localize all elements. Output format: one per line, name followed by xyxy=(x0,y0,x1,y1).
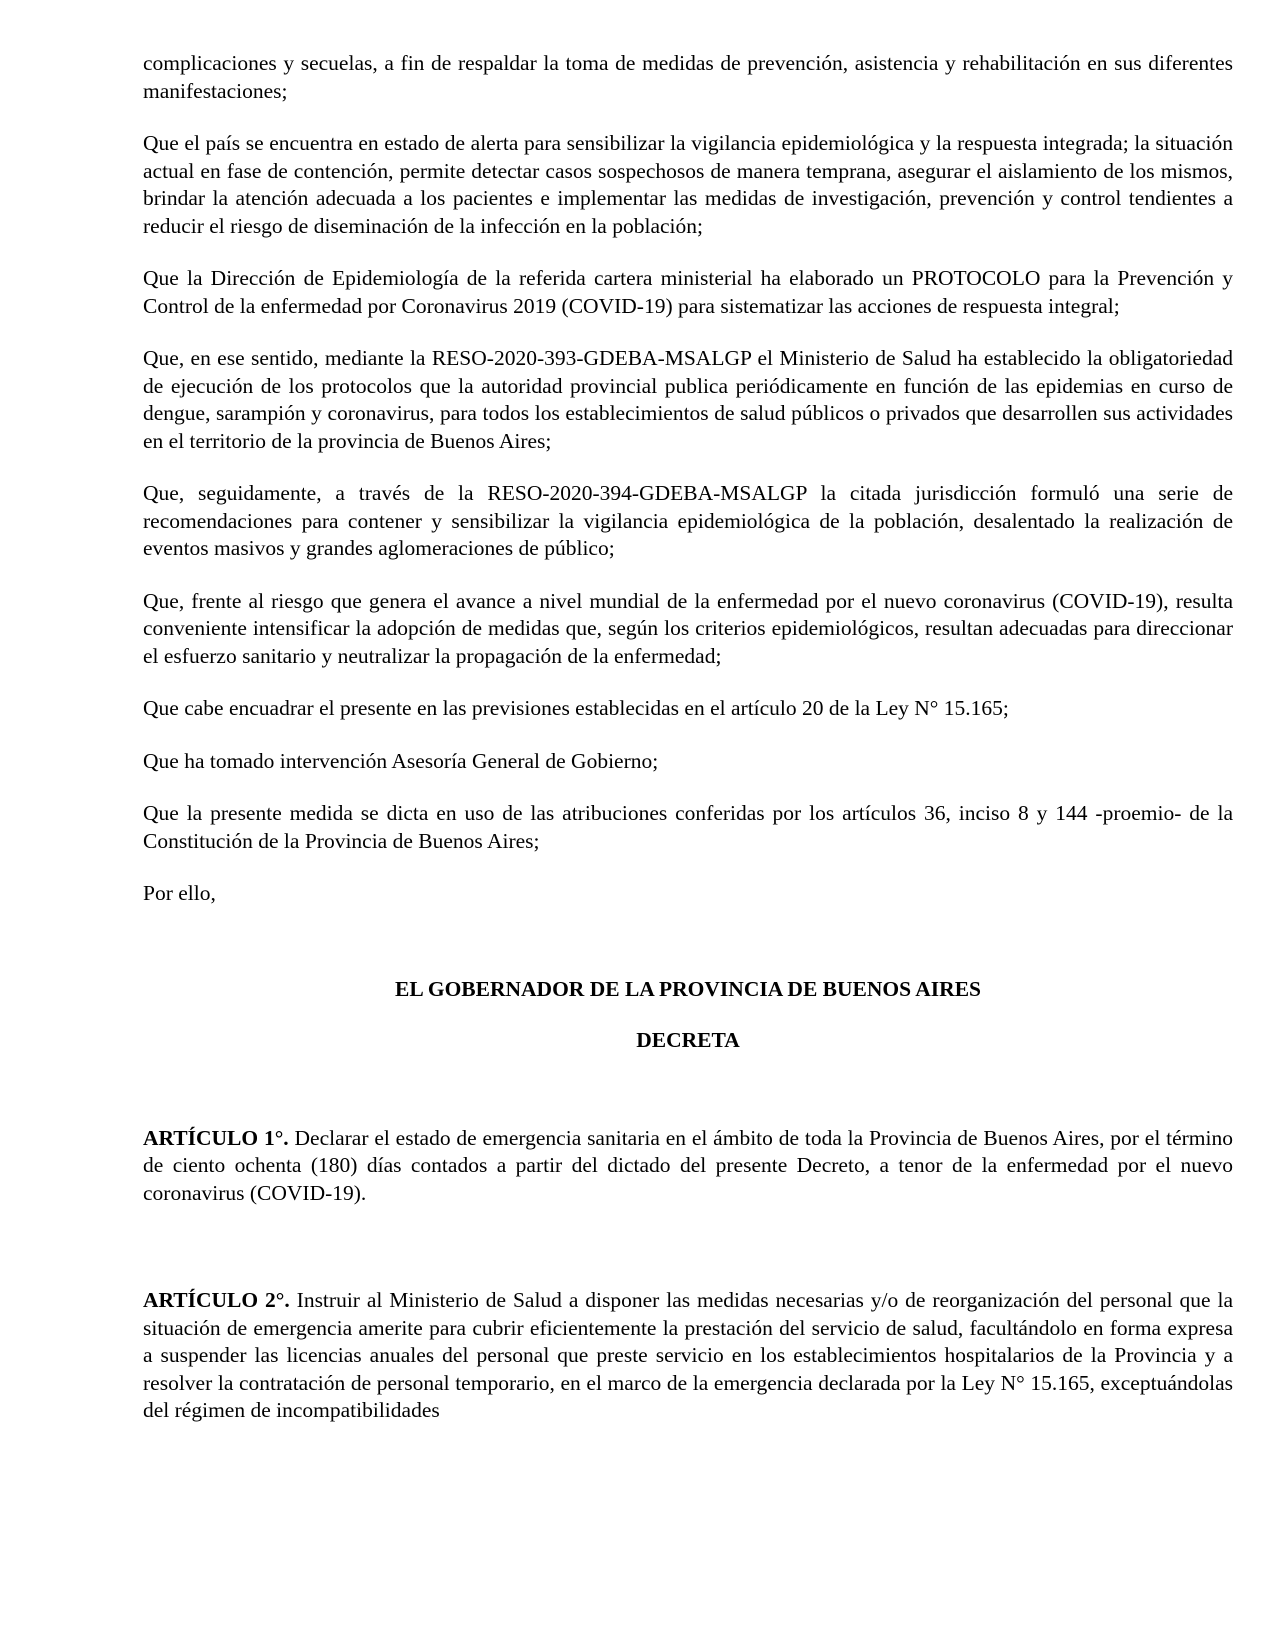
article-1 xyxy=(143,1125,1233,1208)
considerando-paragraph-1: complicaciones y secuelas, a fin de respaldar la toma de medidas de prevención, asistencia y rehabilitación en sus diferentes manifestaciones; xyxy=(143,51,1233,103)
considerando-paragraph-5: Que, seguidamente, a través de la RESO-2020-394-GDEBA-MSALGP la citada jurisdicción formuló una serie de recomendaciones para contener y sensibilizar la vigilancia epidemiológica de la población, desalentado la realización de eventos masivos y grandes aglomeraciones de público; xyxy=(143,481,1233,560)
considerando-paragraph-2: Que el país se encuentra en estado de alerta para sensibilizar la vigilancia epidemiológica y la respuesta integrada; la situación actual en fase de contención, permite detectar casos sospechosos de manera temprana, asegurar el aislamiento de los mismos, brindar la atención adecuada a los pacientes e implementar las medidas de investigación, prevención y control tendientes a reducir el riesgo de diseminación de la infección en la población; xyxy=(143,131,1233,238)
article-1-label: ARTÍCULO 1°. xyxy=(143,1125,289,1150)
article-2-text: Instruir al Ministerio de Salud a disponer las medidas necesarias y/o de reorganización del personal que la situación de emergencia amerite para cubrir eficientemente la prestación del servicio de salud, facultándolo en forma expresa a suspender las licencias anuales del personal que preste servicio en los establecimientos hospitalarios de la Provincia y a resolver la contratación de personal temporario, en el marco de la emergencia declarada por la Ley N° 15.165, exceptuándolas del régimen de incompatibilidades xyxy=(143,1288,1233,1422)
por-ello-paragraph: Por ello, xyxy=(143,881,216,905)
article-2 xyxy=(143,1287,1233,1425)
article-1-text: Declarar el estado de emergencia sanitaria en el ámbito de toda la Provincia de Buenos Aires, por el término de ciento ochenta (180) días contados a partir del dictado del presente Decreto, a tenor de la enfermedad por el nuevo coronavirus (COVID-19). xyxy=(143,1125,1233,1205)
considerando-paragraph-7: Que cabe encuadrar el presente en las previsiones establecidas en el artículo 20 de la Ley N° 15.165; xyxy=(143,696,1009,720)
article-2-label: ARTÍCULO 2°. xyxy=(143,1288,290,1312)
decreta-heading: DECRETA xyxy=(636,1028,740,1052)
considerando-paragraph-9: Que la presente medida se dicta en uso de las atribuciones conferidas por los artículos 36, inciso 8 y 144 -proemio- de la Constitución de la Provincia de Buenos Aires; xyxy=(143,801,1233,853)
governor-heading: EL GOBERNADOR DE LA PROVINCIA DE BUENOS AIRES xyxy=(394,976,981,1001)
considerando-paragraph-3: Que la Dirección de Epidemiología de la referida cartera ministerial ha elaborado un PROTOCOLO para la Prevención y Control de la enfermedad por Coronavirus 2019 (COVID-19) para sistematizar las acciones de respuesta integral; xyxy=(143,266,1233,318)
considerando-paragraph-8: Que ha tomado intervención Asesoría General de Gobierno; xyxy=(143,748,659,773)
document-page xyxy=(143,50,1233,1450)
considerando-paragraph-6: Que, frente al riesgo que genera el avance a nivel mundial de la enfermedad por el nuevo coronavirus (COVID-19), resulta conveniente intensificar la adopción de medidas que, según los criterios epidemiológicos, resultan adecuadas para direccionar el esfuerzo sanitario y neutralizar la propagación de la enfermedad; xyxy=(143,588,1233,668)
considerando-paragraph-4: Que, en ese sentido, mediante la RESO-2020-393-GDEBA-MSALGP el Ministerio de Salud ha establecido la obligatoriedad de ejecución de los protocolos que la autoridad provincial publica periódicamente en función de las epidemias en curso de dengue, sarampión y coronavirus, para todos los establecimientos de salud públicos o privados que desarrollen sus actividades en el territorio de la provincia de Buenos Aires; xyxy=(143,346,1233,453)
